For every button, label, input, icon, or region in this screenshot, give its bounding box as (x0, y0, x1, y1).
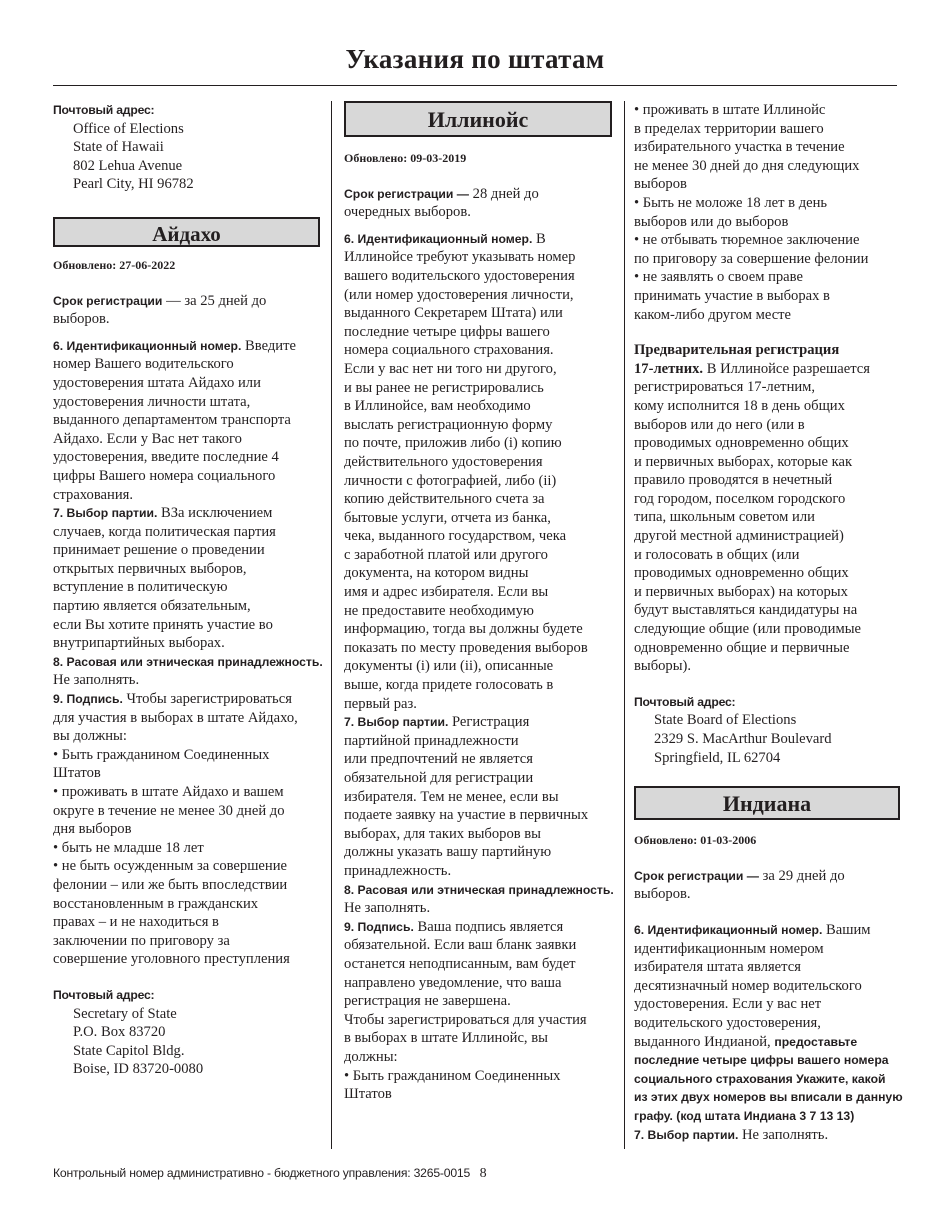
text-line: (или номер удостоверения личности, (344, 286, 574, 303)
party-label: 7. Выбор партии. (634, 1127, 739, 1142)
text-line: Чтобы зарегистрироваться для участия (344, 1011, 587, 1028)
text-line: останется неподписанным, вам будет (344, 955, 576, 972)
text-line: Штатов (53, 765, 101, 782)
text-line: Ваша подпись является (413, 918, 564, 935)
text-line: по приговору за совершение фелонии (634, 250, 869, 267)
text-line: чека, выданного государством, чека (344, 528, 567, 545)
text-line: регистрироваться 17-летним, (634, 379, 816, 396)
address-line: Pearl City, HI 96782 (73, 176, 194, 193)
text-line: для участия в выборах в штате Айдахо, (53, 709, 298, 726)
text-line: избирателя штата является (634, 959, 801, 976)
text-line: принимать участие в выборах в (634, 287, 830, 304)
signature-section (53, 690, 320, 969)
text-line: одновременно общие и первичные (634, 639, 850, 656)
id-number-label: 6. Идентификационный номер. (53, 338, 242, 353)
party-section (53, 504, 320, 653)
text-line: Если у вас нет ни того ни другого, (344, 360, 557, 377)
text-line: партию является обязательным, (53, 598, 251, 615)
mailing-address-label: Почтовый адрес: (53, 103, 155, 117)
text-line: с заработной платой или другого (344, 546, 548, 563)
text-line: водительского удостоверения, (634, 1014, 821, 1031)
updated-date: Обновлено: 01-03-2006 (634, 833, 757, 848)
page-footer (53, 1166, 486, 1182)
title-divider (53, 85, 897, 86)
text-line: принимает решение о проведении (53, 542, 265, 559)
text-line: будут выставляться кандидатуры на (634, 602, 858, 619)
text-line: Регистрация (448, 714, 530, 731)
text-line: • Быть гражданином Соединенных (53, 746, 270, 763)
text-line: избирателя. Тем не менее, если вы (344, 788, 559, 805)
state-header-illinois: Иллинойс (344, 101, 612, 137)
text-line: выборов. (634, 886, 691, 903)
illinois-requirements-continued (634, 101, 900, 324)
signature-section (344, 918, 612, 1104)
text-line: совершение уголовного преступления (53, 951, 290, 968)
text-line: выданного Секретарем Штата) или (344, 305, 563, 322)
text-line: удостоверения штата Айдахо или (53, 374, 261, 391)
text-line: дня выборов (53, 821, 132, 838)
hawaii-mailing-address (53, 101, 320, 194)
text-line: • не отбывать тюремное заключение (634, 232, 860, 249)
text-line: по почте, приложив либо (i) копию (344, 435, 562, 452)
updated-date: Обновлено: 27-06-2022 (53, 257, 176, 272)
text-line: выборов или до него (или в (634, 416, 805, 433)
text-line: действительного удостоверения (344, 453, 543, 470)
id-number-label: 6. Идентификационный номер. (634, 922, 823, 937)
text-line: другой местной администрацией) (634, 528, 844, 545)
text-line: Штатов (344, 1086, 392, 1103)
text-line: • Быть не моложе 18 лет в день (634, 194, 828, 211)
address-line: Secretary of State (73, 1005, 177, 1022)
text-line: • быть не младше 18 лет (53, 839, 204, 856)
text-line: номер Вашего водительского (53, 356, 234, 373)
idaho-mailing-address (53, 986, 320, 1079)
registration-label: Срок регистрации — (634, 868, 759, 883)
address-line: 802 Lehua Avenue (73, 157, 183, 174)
text-line: В (532, 230, 546, 247)
text-line: правило проводятся в нечетный (634, 472, 833, 489)
text-line: номера социального страхования. (344, 342, 554, 359)
text-line: внутрипартийных выборах. (53, 635, 225, 652)
text-line: личности с фотографией, либо (ii) (344, 472, 557, 489)
text-line: выданного департаментом транспорта (53, 412, 291, 429)
address-line: Boise, ID 83720-0080 (73, 1061, 204, 1078)
page-number: 8 (479, 1166, 487, 1181)
text-line: выслать регистрационную форму (344, 416, 553, 433)
text-line: • не заявлять о своем праве (634, 269, 803, 286)
column-middle (344, 101, 612, 1104)
party-section (344, 713, 612, 880)
text-line: открытых первичных выборов, (53, 560, 247, 577)
text-line: Чтобы зарегистрироваться (122, 691, 292, 708)
text-line: обязательной для регистрации (344, 770, 534, 786)
pre-registration-label: 17-летних. (634, 360, 704, 377)
race-label: 8. Расовая или этническая принадлежность. (344, 882, 614, 897)
id-number-section (53, 337, 320, 504)
text-line: Вашим (822, 921, 871, 938)
bold-instruction: графу. (код штата Индиана 3 7 13 13) (634, 1108, 855, 1123)
address-line: Springfield, IL 62704 (654, 749, 781, 766)
column-right (634, 101, 903, 1144)
page-title: Указания по штатам (345, 44, 605, 74)
text-line: показать по месту проведения выборов (344, 639, 588, 656)
text-line: удостоверения. Если у вас нет (634, 996, 822, 1013)
address-line: State Board of Elections (654, 712, 797, 729)
text-line: первый раз. (344, 695, 417, 712)
text-line: правах – и не находиться в (53, 914, 219, 931)
text-line: выданного Индианой, (634, 1033, 775, 1050)
text-line: партийной принадлежности (344, 732, 519, 749)
text-line: проводимых одновременно общих (634, 565, 849, 582)
text-line: или предпочтений не является (344, 751, 533, 768)
registration-deadline (344, 185, 612, 222)
party-section (634, 1126, 900, 1145)
text-line: документа, на котором видны (344, 565, 529, 582)
registration-label: Срок регистрации (53, 293, 163, 308)
text-line: ВЗа исключением (157, 505, 273, 522)
text-line: и голосовать в общих (или (634, 546, 800, 563)
mailing-address-label: Почтовый адрес: (53, 987, 155, 1002)
race-section (53, 653, 323, 690)
state-header-indiana: Индиана (634, 786, 900, 820)
text-line: информацию, тогда вы должны будете (344, 621, 583, 638)
text-line: страхования. (53, 486, 134, 503)
bold-instruction: последние четыре цифры вашего номера (634, 1053, 889, 1068)
party-label: 7. Выбор партии. (344, 715, 449, 730)
race-label: 8. Расовая или этническая принадлежность. (53, 654, 323, 669)
text-line: Введите (241, 337, 296, 354)
text-line: обязательной. Если ваш бланк заявки (344, 937, 577, 954)
address-line: State Capitol Bldg. (73, 1042, 185, 1059)
text-line: регистрация не завершена. (344, 993, 511, 1010)
text-line: вашего водительского удостоверения (344, 267, 575, 284)
omb-control-number: Контрольный номер административно - бюджетного управления: 3265-0015 (53, 1166, 471, 1180)
text-line: восстановленным в гражданских (53, 895, 259, 912)
text-line: проводимых одновременно общих (634, 435, 849, 452)
signature-label: 9. Подпись. (53, 692, 123, 707)
address-line: Office of Elections (73, 120, 184, 137)
illinois-mailing-address (634, 693, 900, 767)
text-line: выборов (634, 176, 687, 193)
address-line: P.O. Box 83720 (73, 1024, 166, 1041)
text-line: Иллинойсе требуют указывать номер (344, 249, 576, 266)
text-line: следующие общие (или проводимые (634, 621, 861, 638)
text-line: очередных выборов. (344, 204, 471, 221)
text-line: вступление в политическую (53, 579, 228, 596)
text-line: цифры Вашего номера социального (53, 467, 276, 484)
text-line: и первичных выборах) на которых (634, 583, 848, 600)
text-line: не предоставите необходимую (344, 602, 534, 619)
text-line: каком-либо другом месте (634, 306, 792, 323)
text-line: в выборах в штате Иллинойс, вы (344, 1030, 548, 1047)
address-line: State of Hawaii (73, 139, 164, 156)
pre-registration-section (634, 341, 900, 676)
id-number-section (634, 921, 903, 1126)
mailing-address-label: Почтовый адрес: (634, 694, 736, 709)
text-line: и первичных выборах, которые как (634, 453, 853, 470)
text-line: в Иллинойсе, вам необходимо (344, 398, 531, 415)
text-line: В Иллинойсе разрешается (703, 360, 870, 377)
text-line: документы (i) или (ii), описанные (344, 658, 554, 675)
text-line: если Вы хотите принять участие во (53, 616, 273, 633)
id-number-section (344, 230, 612, 713)
text-line: • Быть гражданином Соединенных (344, 1067, 561, 1084)
text-line: заключении по приговору за (53, 932, 230, 949)
text-line: вы должны: (53, 728, 127, 745)
registration-label: Срок регистрации — (344, 186, 469, 201)
bold-instruction: предоставьте (774, 1034, 858, 1049)
text-line: десятизначный номер водительского (634, 977, 862, 994)
bold-instruction: из этих двух номеров вы вписали в данную (634, 1090, 903, 1105)
text-line: принадлежность. (344, 862, 452, 879)
text-line: удостоверения, введите последние 4 (53, 449, 279, 466)
text-line: бытовые услуги, отчета из банка, (344, 509, 551, 526)
text-line: за 29 дней до (759, 867, 845, 884)
state-header-idaho: Айдахо (53, 217, 320, 247)
registration-deadline (634, 867, 900, 904)
bold-instruction: социального страхования Укажите, какой (634, 1071, 886, 1086)
text-line: • проживать в штате Иллинойс (634, 102, 826, 118)
text-line: выше, когда придете голосовать в (344, 677, 554, 694)
text-line: направлено уведомление, что ваша (344, 974, 562, 991)
text-line: Не заполнять. (53, 672, 140, 689)
text-line: выборах, для таких выборов вы (344, 825, 541, 842)
text-line: — за 25 дней до (162, 292, 267, 309)
column-left (53, 101, 323, 1079)
text-line: последние четыре цифры вашего (344, 323, 550, 340)
text-line: выборов или до выборов (634, 213, 789, 230)
signature-label: 9. Подпись. (344, 919, 414, 934)
text-line: Не заполнять. (344, 900, 431, 917)
text-line: не менее 30 дней до дня следующих (634, 157, 860, 174)
text-line: • не быть осужденным за совершение (53, 858, 288, 875)
column-divider-1 (331, 101, 332, 1149)
party-label: 7. Выбор партии. (53, 506, 158, 521)
id-number-label: 6. Идентификационный номер. (344, 231, 533, 246)
text-line: типа, школьным советом или (634, 509, 815, 526)
text-line: Айдахо. Если у Вас нет такого (53, 430, 242, 447)
pre-registration-label: Предварительная регистрация (634, 342, 840, 359)
race-section (344, 881, 612, 918)
text-line: год городом, поселком городского (634, 490, 846, 507)
address-line: 2329 S. MacArthur Boulevard (654, 731, 832, 747)
text-line: фелонии – или же быть впоследствии (53, 876, 288, 893)
column-divider-2 (624, 101, 625, 1149)
text-line: выборов. (53, 311, 110, 328)
text-line: кому исполнится 18 в день общих (634, 397, 845, 414)
text-line: случаев, когда политическая партия (53, 523, 276, 540)
text-line: 28 дней до (469, 185, 539, 202)
text-line: • проживать в штате Айдахо и вашем (53, 784, 284, 800)
text-line: копию действительного счета за (344, 491, 545, 508)
text-line: выборы). (634, 658, 692, 675)
text-line: и вы ранее не регистрировались (344, 379, 544, 396)
text-line: должны указать вашу партийную (344, 844, 552, 861)
text-line: идентификационным номером (634, 940, 824, 957)
registration-deadline (53, 292, 320, 329)
updated-date: Обновлено: 09-03-2019 (344, 151, 467, 165)
text-line: подаете заявку на участие в первичных (344, 807, 589, 824)
text-line: в пределах территории вашего (634, 120, 824, 137)
text-line: удостоверения личности штата, (53, 393, 251, 410)
text-line: избирательного участка в течение (634, 139, 845, 156)
text-line: имя и адрес избирателя. Если вы (344, 584, 549, 601)
text-line: округе в течение не менее 30 дней до (53, 802, 285, 819)
text-line: Не заполнять. (738, 1126, 829, 1143)
text-line: должны: (344, 1048, 398, 1065)
